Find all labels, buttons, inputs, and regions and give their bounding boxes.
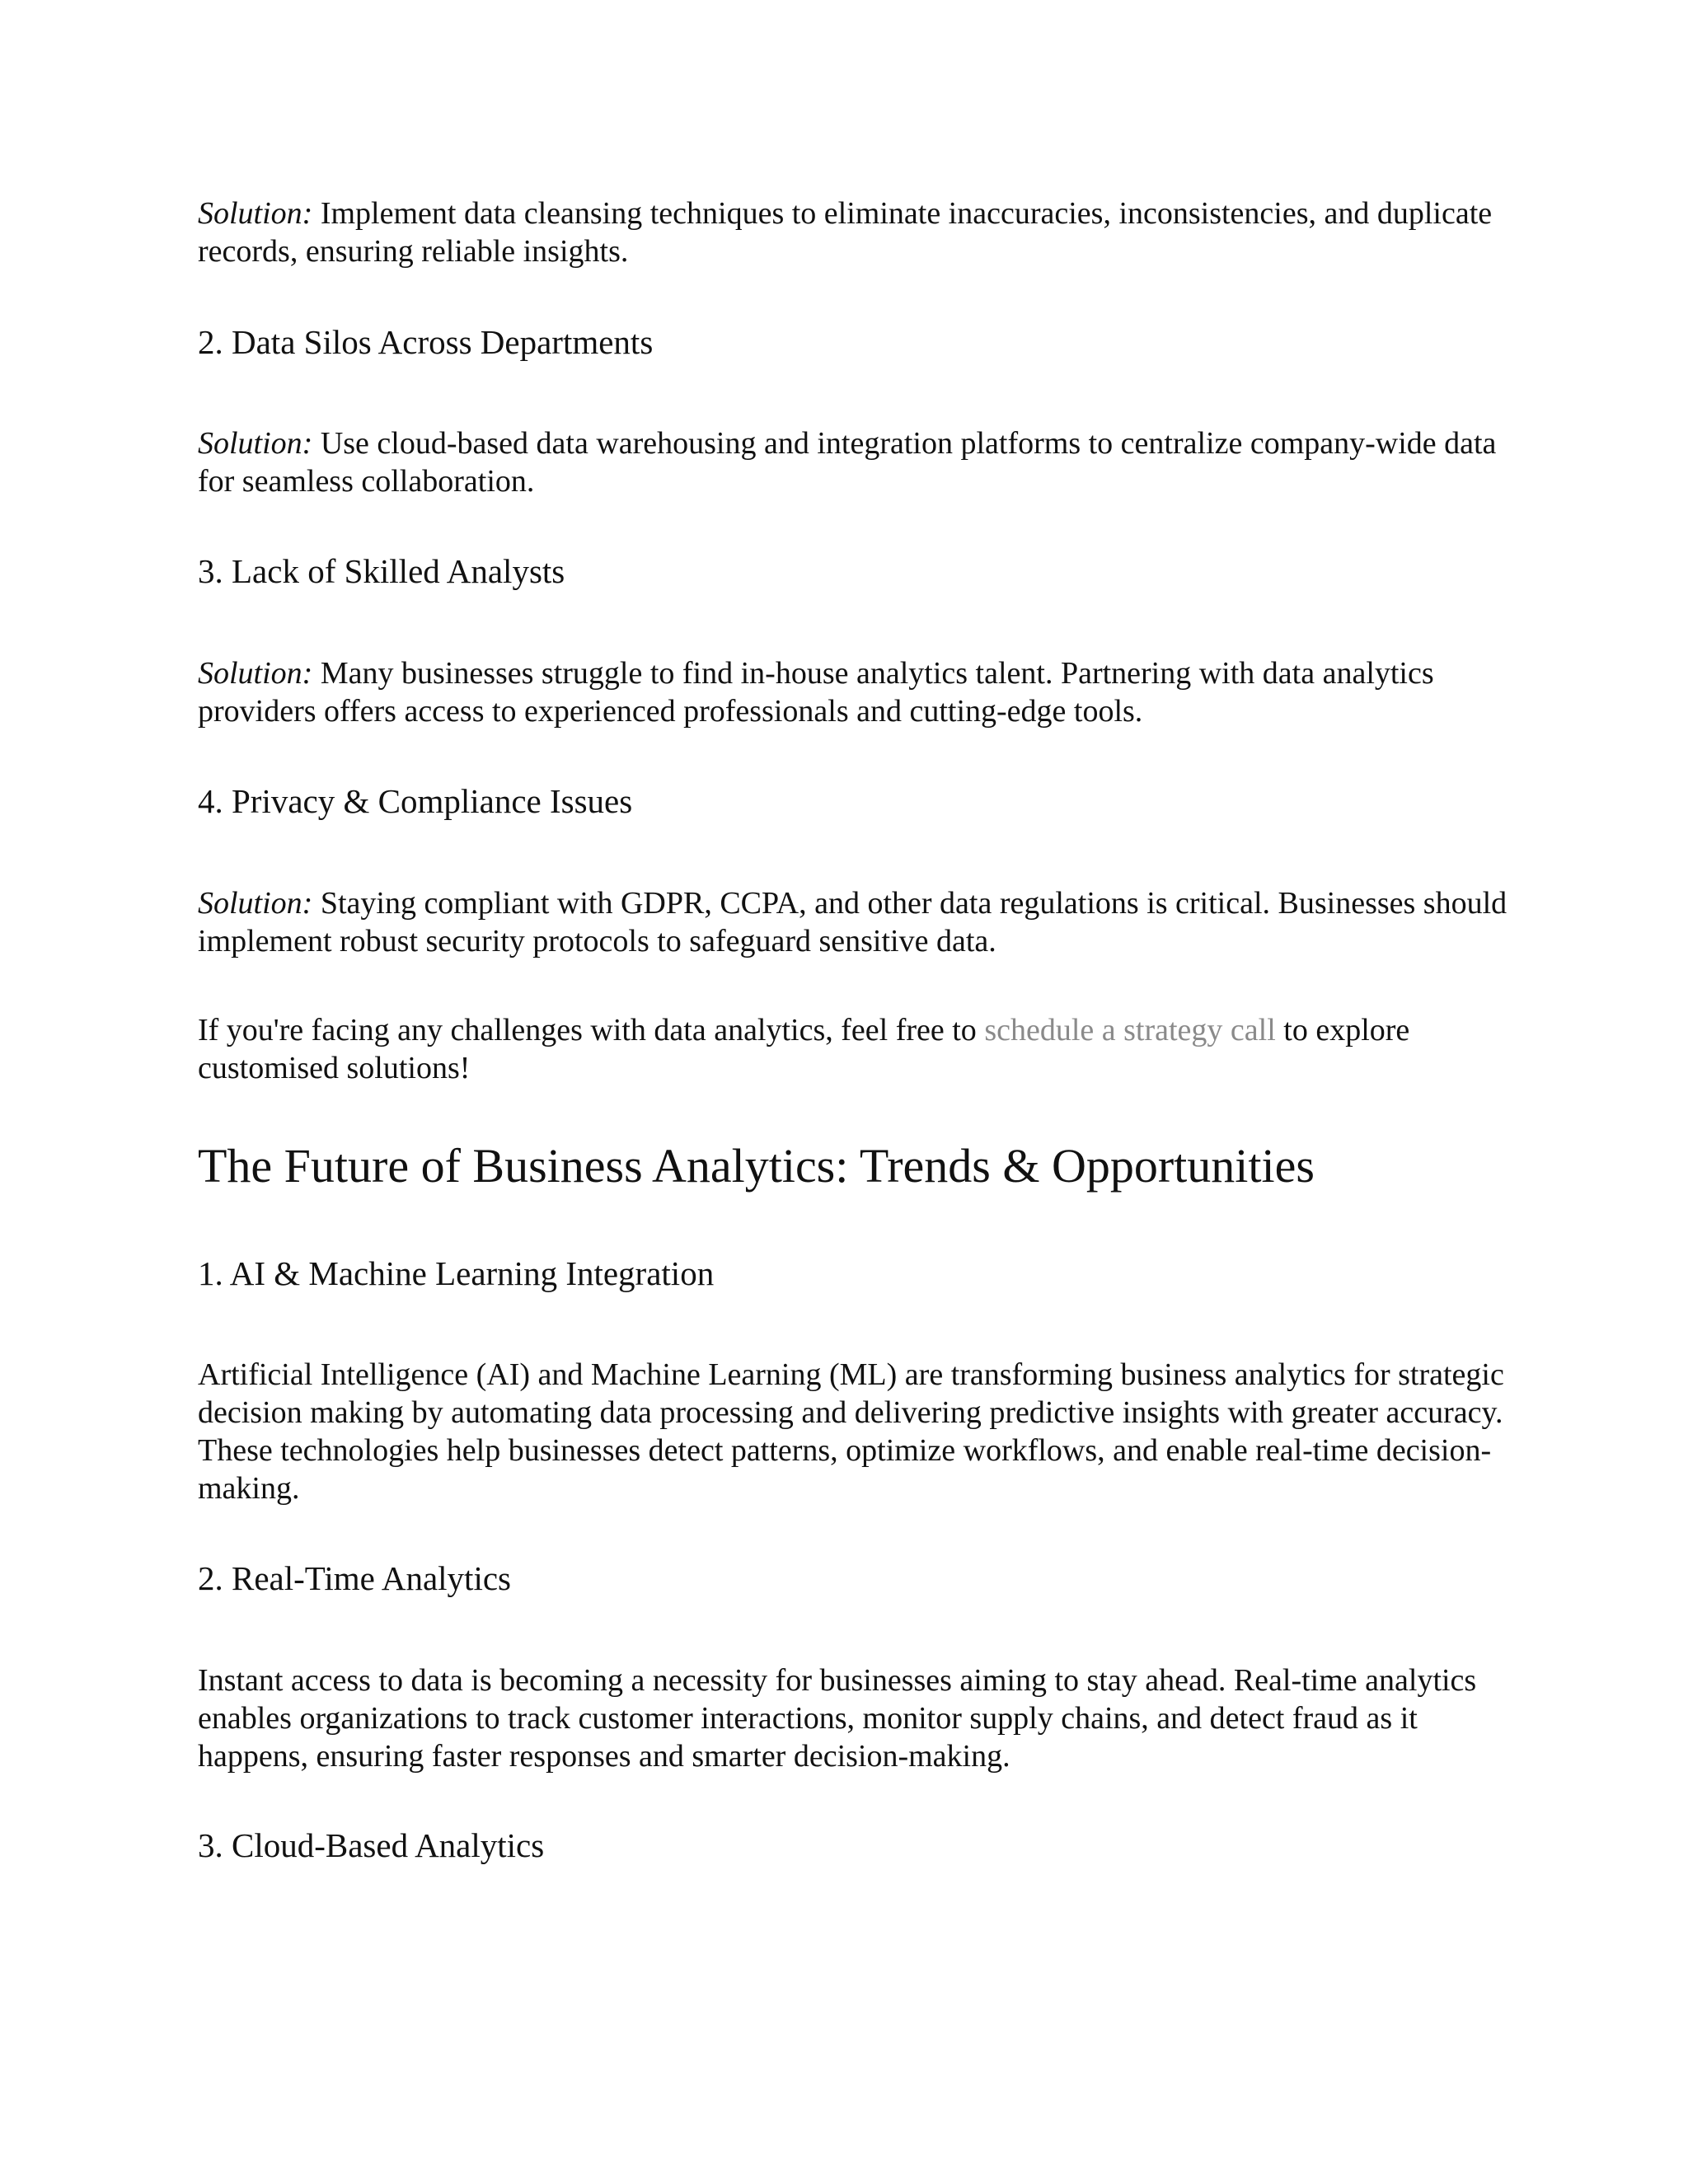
future-section-heading: The Future of Business Analytics: Trends & Opportunities xyxy=(198,1139,1315,1193)
trend-1-heading: 1. AI & Machine Learning Integration xyxy=(198,1254,715,1292)
solution-text: Use cloud-based data warehousing and integration platforms to centralize company-wide data for seamless collaboration. xyxy=(198,426,1497,499)
solution-text: Staying compliant with GDPR, CCPA, and other data regulations is critical. Businesses should implement robust security protocols to safeguard sensitive data. xyxy=(198,886,1507,958)
solution-3-paragraph xyxy=(198,654,1517,730)
trend-2-paragraph: Instant access to data is becoming a necessity for businesses aiming to stay ahead. Real-time analytics enables organizations to track customer interactions, monitor supply chains, and detect fraud as it happens, ensuring faster responses and smarter decision-making. xyxy=(198,1663,1477,1774)
cta-text-before: If you're facing any challenges with data analytics, feel free to xyxy=(198,1013,985,1047)
trend-1-paragraph: Artificial Intelligence (AI) and Machine Learning (ML) are transforming business analytics for strategic decision making by automating data processing and delivering predictive insights with greater accuracy. These technologies help businesses detect patterns, optimize workflows, and enable real-time decision-making. xyxy=(198,1357,1504,1506)
challenge-2-heading: 2. Data Silos Across Departments xyxy=(198,323,654,361)
cta-text-after: to explore customised solutions! xyxy=(198,1013,1410,1085)
trend-2-heading: 2. Real-Time Analytics xyxy=(198,1559,511,1597)
cta-paragraph xyxy=(198,1011,1517,1087)
trend-3-heading: 3. Cloud-Based Analytics xyxy=(198,1826,545,1864)
challenge-3-heading: 3. Lack of Skilled Analysts xyxy=(198,552,565,590)
solution-label: Solution: xyxy=(198,886,313,921)
solution-label: Solution: xyxy=(198,196,313,231)
solution-label: Solution: xyxy=(198,656,313,691)
challenge-4-heading: 4. Privacy & Compliance Issues xyxy=(198,782,633,820)
solution-label: Solution: xyxy=(198,426,313,461)
solution-text: Implement data cleansing techniques to eliminate inaccuracies, inconsistencies, and duplicate records, ensuring reliable insights. xyxy=(198,196,1493,269)
solution-text: Many businesses struggle to find in-house analytics talent. Partnering with data analytics providers offers access to experienced professionals and cutting-edge tools. xyxy=(198,656,1434,729)
solution-2-paragraph xyxy=(198,424,1517,500)
solution-1-paragraph xyxy=(198,194,1517,270)
solution-4-paragraph xyxy=(198,884,1517,960)
schedule-strategy-call-link[interactable]: schedule a strategy call xyxy=(984,1013,1276,1047)
